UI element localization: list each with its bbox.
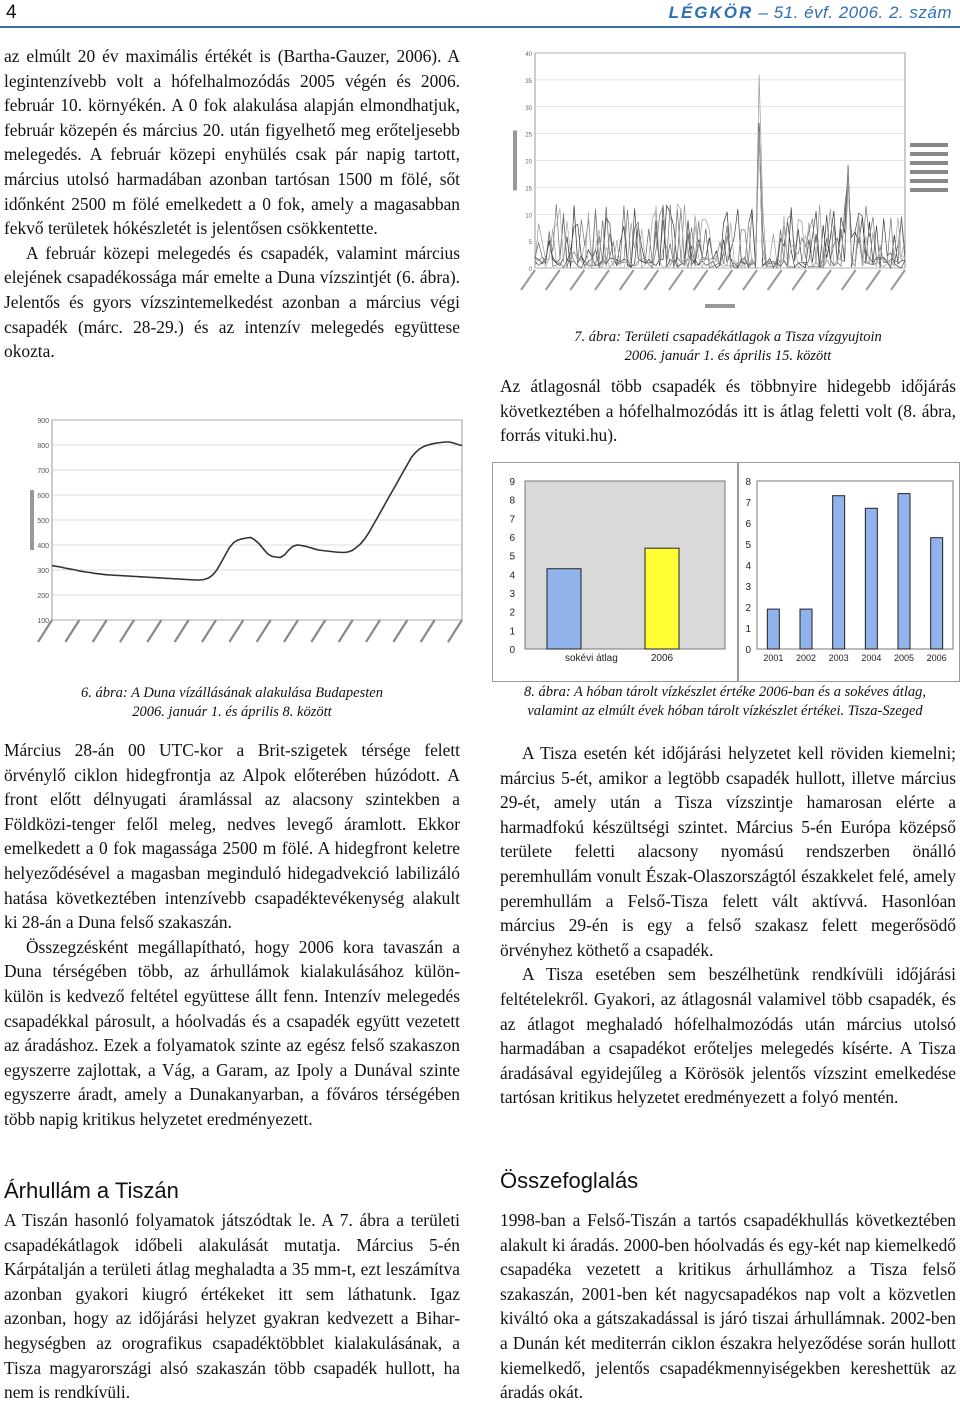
y-axis-label: [513, 131, 517, 191]
y-tick-label: 30: [525, 105, 532, 112]
x-tick-label: [311, 620, 325, 642]
x-tick-label: [792, 270, 806, 290]
caption-line: 6. ábra: A Duna vízállásának alakulása Budapesten: [81, 685, 383, 701]
x-tick-label: 2004: [861, 653, 882, 663]
x-tick-label: [120, 620, 134, 642]
figure-8-caption: [492, 683, 958, 721]
x-tick-label: [366, 620, 380, 642]
caption-line: 2006. január 1. és április 15. között: [624, 348, 832, 364]
section-heading-summary: Összefoglalás: [500, 1168, 639, 1193]
x-axis-label: [705, 304, 735, 308]
y-tick-label: 5: [745, 540, 751, 551]
paragraph: A Tiszán hasonló folyamatok játszódtak le. A 7. ábra a területi csapadékátlagok időbeli alakulását mutatja. Március 5-én Kárpátalján a területi átlag meghaladta a 35 mm-t, ezt leszámítva azonban gyakori kiugró értékeket itt sem láthatunk. Igaz azonban, hogy az időjárási helyzet gyakran kedvezett a Bihar-hegységben az orografikus csapadéktöbblet kialakulásának, a Tisza magyarországi alsó szakaszán több csapadék hullott, ha nem is rendkívüli.: [4, 1210, 460, 1403]
y-tick-label: 8: [509, 495, 515, 507]
y-tick-label: 7: [745, 498, 751, 509]
journal-title: [669, 3, 952, 23]
x-tick-label: sokévi átlag: [565, 653, 618, 664]
figure-8a-svg: [493, 463, 737, 681]
x-tick-label: 2003: [828, 653, 849, 663]
x-tick-label: 2006: [926, 653, 947, 663]
y-tick-label: 500: [37, 518, 49, 525]
left-section-text: [4, 1208, 460, 1405]
y-tick-label: 40: [525, 52, 532, 58]
y-tick-label: 0: [745, 645, 751, 656]
y-tick-label: 25: [525, 132, 532, 139]
legend-entry: [910, 188, 948, 192]
x-tick-label: [570, 270, 584, 290]
paragraph: A Tisza esetében sem beszélhetünk rendkívüli időjárási feltételekről. Gyakori, az átlagosnál valamivel több csapadék, és az átlagot meghaladó hófelhalmozódás után március utolsó harmadában a csapadékot erőteljes melegedés kísérte. A Tisza áradásával egyidejűleg a Körösök jelentős vízszint emelkedése tartósan kritikus helyzetet eredményezett a folyó mentén.: [500, 964, 956, 1108]
y-tick-label: 600: [37, 493, 49, 500]
y-tick-label: 35: [525, 78, 532, 85]
y-tick-label: 10: [525, 213, 532, 220]
y-tick-label: 2: [745, 603, 751, 614]
x-tick-label: [718, 270, 732, 290]
bar: [931, 538, 943, 649]
paragraph: A február közepi melegedés és csapadék, valamint március elejének csapadékossága már emelte a Duna vízszintjét (6. ábra). Jelentős és gyors vízszintemelkedést azonban a március végi csapadék (márc. 28-29.) és az intenzív melegedés együttese okozta.: [4, 242, 460, 362]
figure-7-svg: [505, 45, 955, 320]
x-tick-label: 2002: [795, 653, 817, 663]
y-tick-label: 4: [745, 561, 751, 572]
figure-8b-chart: [738, 462, 960, 682]
figure-6-caption: [4, 684, 460, 722]
x-tick-label: [694, 270, 708, 290]
x-tick-label: [257, 620, 271, 642]
bar: [898, 494, 910, 649]
right-bottom-text: [500, 741, 956, 1110]
figure-7-chart: [505, 45, 955, 320]
figure-6-chart: [22, 410, 470, 675]
x-tick-label: [768, 270, 782, 290]
x-tick-label: 2001: [763, 653, 784, 663]
caption-line: valamint az elmúlt évek hóban tárolt vízkészlet értékei. Tisza-Szeged: [527, 703, 923, 719]
y-tick-label: 15: [525, 186, 532, 193]
y-tick-label: 2: [509, 607, 515, 619]
y-tick-label: 5: [509, 551, 515, 563]
x-tick-label: [620, 270, 634, 290]
right-summary-text: [500, 1208, 956, 1405]
x-tick-label: [817, 270, 831, 290]
figure-7-caption: [500, 328, 956, 366]
y-tick-label: 7: [509, 514, 515, 526]
x-tick-label: [669, 270, 683, 290]
x-tick-label: [546, 270, 560, 290]
bar: [767, 609, 779, 649]
x-tick-label: [743, 270, 757, 290]
legend-entry: [910, 170, 948, 174]
x-tick-label: [284, 620, 298, 642]
y-tick-label: 800: [37, 443, 49, 450]
y-tick-label: 3: [745, 582, 751, 593]
legend-entry: [910, 179, 948, 183]
paragraph: A Tisza esetén két időjárási helyzetet kell röviden kiemelni; március 5-ét, amikor a legtöbb csapadék hullott, illetve március 29-ét, amely után a Tisza vízszintje hamarosan elérte a harmadfokú készültségi szintet. Március 5-én Európa középső területe feletti alacsony nyomású rendszerben önálló peremhullám vonult Észak-Olaszországtól északkelet felé, amely peremhullám a Felső-Tisza felett vált aktívvá. Hasonlóan március 29-én is egy a felső szakasz felett megerősödő örvényhez köthető a csapadék.: [500, 743, 956, 960]
caption-line: 7. ábra: Területi csapadékátlagok a Tisza vízgyujtoin: [574, 329, 882, 345]
y-tick-label: 400: [37, 543, 49, 550]
y-tick-label: 20: [525, 159, 532, 166]
caption-line: 2006. január 1. és április 8. között: [132, 704, 332, 720]
paragraph: Március 28-án 00 UTC-kor a Brit-szigetek térsége felett örvénylő ciklon hidegfrontja az Alpok előterében húzódott. A front előtt délnyugati áramlással az alacsony szintekben a Földközi-tenger felől meleg, nedves levegő áramlott. Ekkor emelkedett a 0 fok magassága 2500 m fölé. A hidegfront keletre helyeződésével a magasban meginduló hidegadvekció labilizáló hatása következtében intenzívebb csapadéktevékenység alakult ki 28-án a Duna felső szakaszán.: [4, 740, 460, 933]
journal-issue: – 51. évf. 2006. 2. szám: [758, 3, 952, 22]
figure-8a-chart: [492, 462, 738, 682]
figure-8b-svg: [739, 463, 959, 681]
y-tick-label: 700: [37, 468, 49, 475]
x-tick-label: [891, 270, 905, 290]
bar: [645, 548, 679, 649]
journal-name: LÉGKÖR: [668, 3, 754, 22]
x-tick-label: [644, 270, 658, 290]
section-heading-tisza: Árhullám a Tiszán: [4, 1178, 179, 1203]
y-tick-label: 3: [509, 589, 515, 600]
x-tick-label: [65, 620, 79, 642]
x-tick-label: [866, 270, 880, 290]
y-tick-label: 8: [745, 477, 751, 488]
x-tick-label: [339, 620, 353, 642]
x-tick-label: [175, 620, 189, 642]
x-tick-label: [93, 620, 107, 642]
left-top-text: [4, 44, 460, 364]
x-tick-label: [595, 270, 609, 290]
x-tick-label: [202, 620, 216, 642]
legend-entry: [910, 161, 948, 165]
y-tick-label: 5: [528, 240, 532, 247]
y-axis-label: [30, 490, 34, 550]
x-tick-label: [229, 620, 243, 642]
x-tick-label: [521, 270, 535, 290]
x-tick-label: [421, 620, 435, 642]
y-tick-label: 200: [37, 593, 49, 600]
y-tick-label: 6: [509, 533, 515, 544]
paragraph: Összegzésként megállapítható, hogy 2006 kora tavaszán a Duna térségében több, az árhullámok kialakulásához külön-külön is kedvező feltétel együttese állt fenn. Intenzív melegedés csapadékkal párosult, a hóolvadás és a csapadék együtt vezetett az áradáshoz. Ezek a folyamatok szinte az egész felső szakaszon egyszerre zajlottak, a Vág, a Garam, az Ipoly a Dunával szinte egyszerre áradt, amely a Dunakanyarban, a főváros térségében több napig kritikus helyzetet eredményezett.: [4, 936, 460, 1129]
x-tick-label: [448, 620, 462, 642]
y-tick-label: 0: [509, 645, 515, 656]
y-tick-label: 100: [37, 618, 49, 625]
x-tick-label: 2005: [893, 653, 915, 663]
y-tick-label: 1: [509, 626, 515, 638]
y-tick-label: 0: [528, 267, 532, 273]
x-tick-label: [147, 620, 161, 642]
bar: [547, 569, 581, 649]
y-tick-label: 9: [509, 477, 515, 488]
bar: [800, 609, 812, 649]
caption-line: 8. ábra: A hóban tárolt vízkészlet értéke 2006-ban és a sokéves átlag,: [523, 684, 927, 700]
paragraph: Az átlagosnál több csapadék és többnyire hidegebb időjárás következtében a hófelhalmozódás itt is átlag feletti volt (8. ábra, forrás vituki.hu).: [500, 376, 956, 446]
bar: [865, 508, 877, 649]
page-number: 4: [6, 2, 17, 23]
x-tick-label: [393, 620, 407, 642]
right-mid-text: [500, 374, 956, 448]
paragraph: az elmúlt 20 év maximális értékét is (Bartha-Gauzer, 2006). A legintenzívebb volt a hófelhalmozódás 2005 végén és 2006. február 10. környékén. A 0 fok alakulása alapján elmondhatjuk, február közepén és március 20. után figyelhető meg erőteljesebb melegedés. A február közepi enyhülés csak pár napig tartott, március utolsó harmadában azonban tartósan 1500 m fölé, sőt időnként 2500 m fölé emelkedett a 0 fok, amely a magasabban fekvő területek hókészletét is jelentősen csökkentette.: [4, 46, 460, 239]
y-tick-label: 1: [745, 624, 751, 635]
y-tick-label: 300: [37, 568, 49, 575]
figure-6-svg: [22, 410, 470, 675]
left-bottom-text: [4, 738, 460, 1132]
paragraph: 1998-ban a Felső-Tiszán a tartós csapadékhullás következtében alakult ki áradás. 2000-ben hóolvadás és egy-két nap kiemelkedő csapadéka vezetett a kritikus árhullámhoz a Tisza felső szakaszán, 2001-ben két nagycsapadékos nap volt a közvetlen kiváltó oka a gátszakadással is járó tiszai árhullámnak. 2002-ben a Dunán két mediterrán ciklon északra helyeződése során hullott kiemelkedő, jelentős csapadékmennyiségekben kereshettük az áradás okát.: [500, 1210, 956, 1403]
plot-area: [757, 481, 953, 649]
legend-entry: [910, 143, 948, 147]
y-tick-label: 4: [509, 570, 515, 582]
legend-entry: [910, 152, 948, 156]
bar: [833, 496, 845, 649]
y-tick-label: 6: [745, 519, 751, 530]
x-tick-label: 2006: [650, 653, 674, 664]
x-tick-label: [842, 270, 856, 290]
y-tick-label: 900: [37, 418, 49, 425]
